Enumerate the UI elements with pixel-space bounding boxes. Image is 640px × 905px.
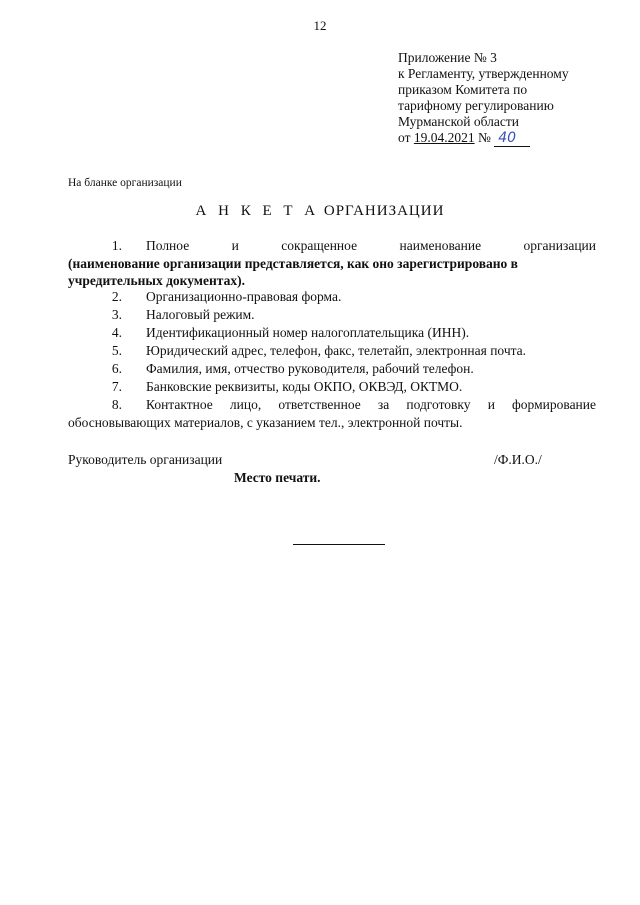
item-text: Контактное лицо, ответственное за подготовку и формирование	[146, 397, 596, 412]
appendix-date-line	[398, 130, 569, 147]
signature-name-placeholder: /Ф.И.О./	[494, 452, 542, 467]
appendix-header	[398, 50, 569, 147]
list-item	[68, 361, 596, 378]
item-number: 5.	[111, 343, 122, 358]
item-bold-note: (наименование организации представляется, как оно зарегистрировано в учредительных документах).	[68, 256, 518, 288]
list-item	[68, 289, 596, 306]
item-number: 8.	[111, 397, 122, 412]
number-prefix: №	[474, 130, 495, 145]
item-text: Идентификационный номер налогоплательщика (ИНН).	[146, 325, 470, 340]
item-continuation	[68, 256, 596, 289]
appendix-line-5: Мурманской области	[398, 114, 519, 129]
item-number: 6.	[111, 361, 122, 376]
appendix-date: 19.04.2021	[413, 130, 475, 145]
handwritten-order-number: 40	[494, 130, 530, 147]
item-text: Фамилия, имя, отчество руководителя, рабочий телефон.	[146, 361, 474, 376]
item-text: Организационно-правовая форма.	[146, 289, 342, 304]
list-item	[68, 307, 596, 324]
list-item	[68, 397, 596, 414]
title-rest: ОРГАНИЗАЦИИ	[323, 203, 445, 219]
list-item	[68, 343, 596, 360]
item-continuation: обосновывающих материалов, с указанием тел., электронной почты.	[68, 415, 463, 430]
item-text: Банковские реквизиты, коды ОКПО, ОКВЭД, ОКТМО.	[146, 379, 463, 394]
page-number: 12	[313, 18, 327, 33]
item-text: Полное и сокращенное наименование организации	[146, 238, 596, 253]
item-text: Налоговый режим.	[146, 307, 255, 322]
letterhead-note: На бланке организации	[68, 177, 182, 189]
item-number: 2.	[111, 289, 122, 304]
form-title	[0, 203, 640, 220]
appendix-line-4: тарифному регулированию	[398, 98, 554, 113]
appendix-line-1: Приложение № 3	[398, 50, 497, 65]
list-item	[68, 238, 596, 255]
signature-label: Руководитель организации	[68, 452, 223, 467]
item-number: 3.	[111, 307, 122, 322]
appendix-line-3: приказом Комитета по	[398, 82, 528, 97]
items-list	[68, 238, 596, 432]
item-number: 1.	[111, 238, 122, 253]
item-number: 4.	[111, 325, 122, 340]
item-number: 7.	[111, 379, 122, 394]
list-item	[68, 379, 596, 396]
title-spaced: А Н К Е Т А	[195, 203, 320, 219]
item-text: Юридический адрес, телефон, факс, телетайп, электронная почта.	[146, 343, 527, 358]
date-prefix: от	[398, 130, 414, 145]
appendix-line-2: к Регламенту, утвержденному	[398, 66, 569, 81]
end-divider	[293, 544, 385, 545]
stamp-place-label: Место печати.	[234, 470, 321, 485]
list-item	[68, 325, 596, 342]
